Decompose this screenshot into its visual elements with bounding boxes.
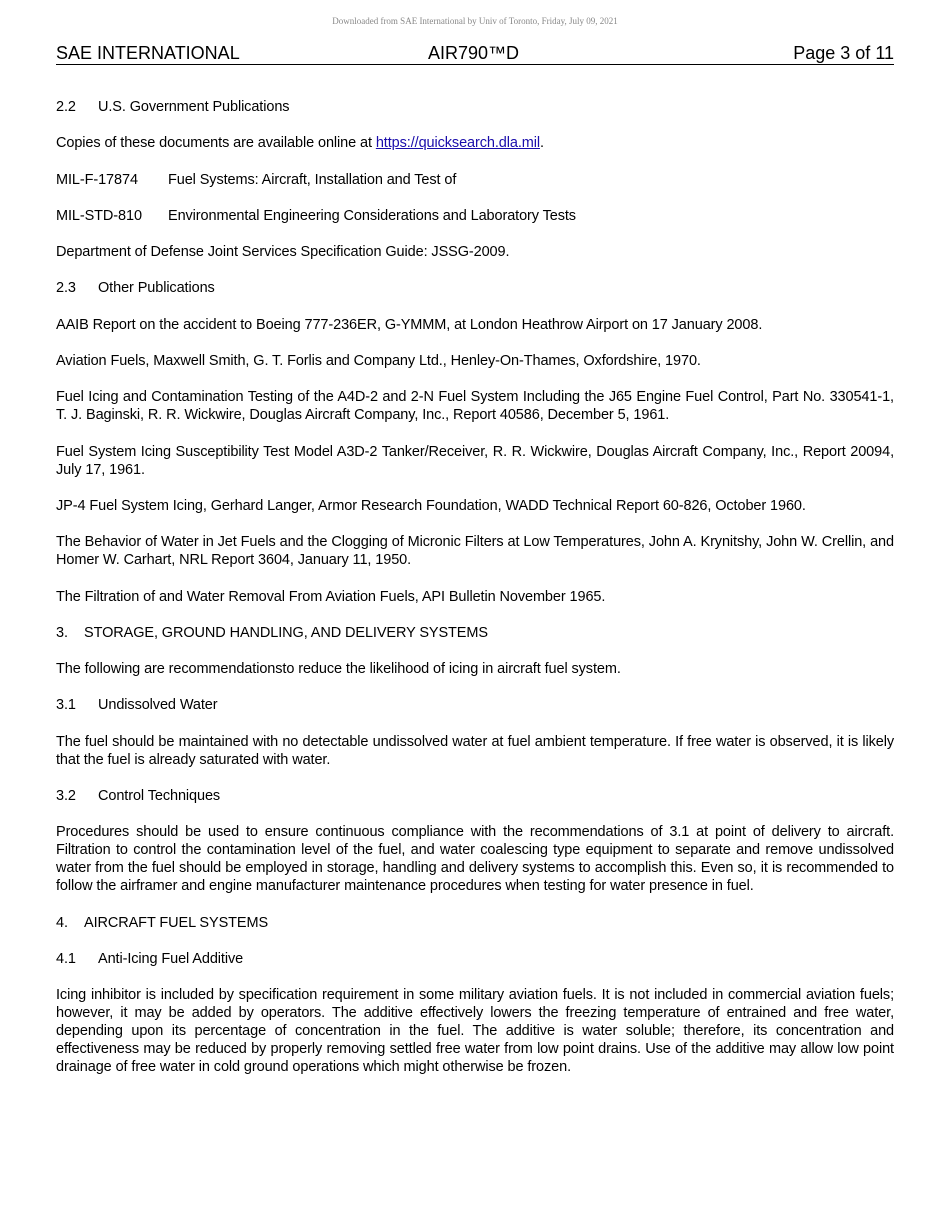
other-reference: Aviation Fuels, Maxwell Smith, G. T. Forlis and Company Ltd., Henley-On-Thames, Oxfordshire, 1970. [56,353,701,370]
other-reference: Fuel Icing and Contamination Testing of the A4D-2 and 2-N Fuel System Including the J65 Engine Fuel Control, Part No. 330541-1, T. J. Baginski, R. R. Wickwire, Douglas Aircraft Company, Inc., Report 40586, December 5, 1961. [56,389,894,424]
other-reference: The Filtration of and Water Removal From Aviation Fuels, API Bulletin November 1965. [56,588,606,605]
jssg-reference: Department of Defense Joint Services Specification Guide: JSSG-2009. [56,244,510,261]
section-heading-4-1 [56,950,894,968]
section-title: U.S. Government Publications [98,99,290,115]
section-3-1-paragraph: The fuel should be maintained with no detectable undissolved water at fuel ambient temperature. If free water is observed, it is likely that the fuel is already saturated with water. [56,733,894,768]
section-number: 4. [56,914,68,931]
section-title: Anti-Icing Fuel Additive [98,950,244,967]
section-title: STORAGE, GROUND HANDLING, AND DELIVERY SYSTEMS [84,624,488,641]
section-number: 3.2 [56,788,76,805]
reference-code: MIL-F-17874 [56,171,138,188]
document-body [56,98,894,1095]
section-number: 3. [56,624,68,641]
section-title: Other Publications [98,280,215,297]
reference-mil-f-17874 [56,171,894,189]
availability-prefix: Copies of these documents are available online at [56,135,376,152]
header-document-number: AIR790™D [428,43,520,63]
section-number: 2.2 [56,99,76,115]
section-3-2-paragraph: Procedures should be used to ensure continuous compliance with the recommendations of 3.1 at point of delivery to aircraft. Filtration to control the contamination level of the fuel, and water coalescing type equipment to separate and remove undissolved water from the fuel should be employed in storage, handling and delivery systems to accomplish this. Even so, it is recommended to follow the airframer and engine manufacturer maintenance procedures when testing for water presence in fuel. [56,824,894,895]
reference-code: MIL-STD-810 [56,207,142,224]
section-heading-4 [56,914,894,932]
download-watermark: Downloaded from SAE International by Univ of Toronto, Friday, July 09, 2021 [332,16,618,26]
section-title: Undissolved Water [98,697,218,714]
reference-title: Environmental Engineering Considerations and Laboratory Tests [168,207,576,224]
other-reference: Fuel System Icing Susceptibility Test Model A3D-2 Tanker/Receiver, R. R. Wickwire, Douglas Aircraft Company, Inc., Report 20094, July 17, 1961. [56,443,894,478]
availability-paragraph [56,134,894,152]
section-title: AIRCRAFT FUEL SYSTEMS [84,914,269,931]
section-title: Control Techniques [98,788,221,805]
section-number: 2.3 [56,280,76,297]
other-reference: The Behavior of Water in Jet Fuels and the Clogging of Micronic Filters at Low Temperatures, John A. Krynitshy, John W. Crellin, and Homer W. Carhart, NRL Report 3604, January 11, 1950. [56,534,894,569]
dla-quicksearch-link[interactable]: https://quicksearch.dla.mil [375,135,540,152]
header-organization: SAE INTERNATIONAL [56,43,240,63]
section-3-intro: The following are recommendationsto reduce the likelihood of icing in aircraft fuel system. [56,661,621,678]
reference-title: Fuel Systems: Aircraft, Installation and Test of [168,171,457,188]
section-number: 3.1 [56,697,76,714]
page-header [56,43,894,65]
other-reference: AAIB Report on the accident to Boeing 777-236ER, G-YMMM, at London Heathrow Airport on 17 January 2008. [56,316,763,333]
availability-suffix: . [539,135,544,152]
section-heading-2-3 [56,279,894,297]
section-heading-3-2 [56,787,894,805]
section-heading-3 [56,624,894,642]
section-4-1-paragraph: Icing inhibitor is included by specification requirement in some military aviation fuels. It is not included in commercial aviation fuels; however, it may be added by operators. The additive effectively lowers the freezing temperature of entrained and free water, depending upon its percentage of concentration in the fuel. The additive is water soluble; therefore, its concentration and effectiveness may be reduced by properly removing settled free water from low point drains. Use of the additive may allow low point drainage of free water in cold ground operations which might otherwise be frozen. [56,987,894,1076]
section-heading-2-2 [56,98,894,116]
section-heading-3-1 [56,696,894,714]
other-reference: JP-4 Fuel System Icing, Gerhard Langer, Armor Research Foundation, WADD Technical Report 60-826, October 1960. [56,497,806,514]
section-number: 4.1 [56,950,76,967]
reference-mil-std-810 [56,207,894,225]
header-page-number: Page 3 of 11 [793,43,894,63]
